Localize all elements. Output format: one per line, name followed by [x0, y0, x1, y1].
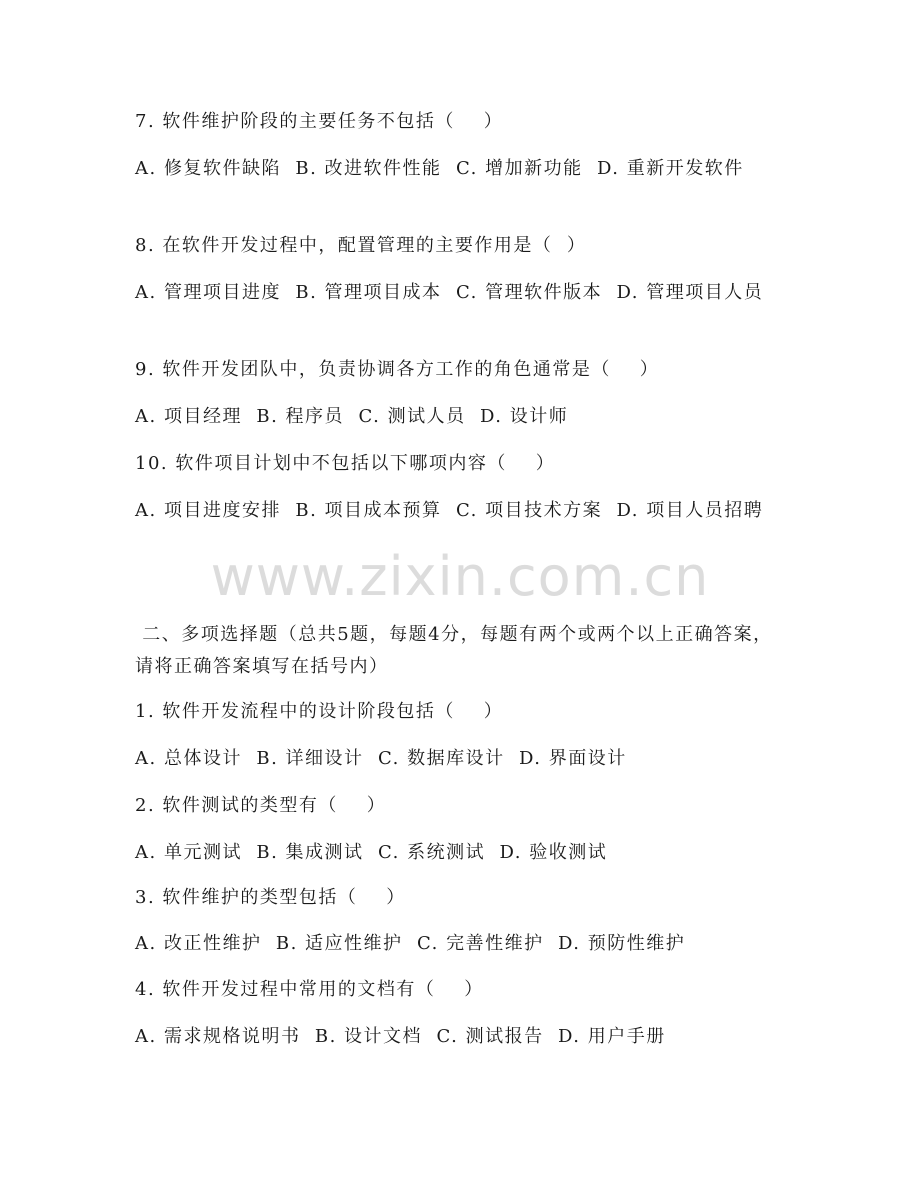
question-stem-8: 8. 在软件开发过程中，配置管理的主要作用是（ ）	[135, 235, 587, 256]
section-heading: 二、多项选择题（总共5题，每题4分，每题有两个或两个以上正确答案，请将正确答案填写在括号内）	[135, 624, 773, 677]
multi-question-stem-4: 4. 软件开发过程中常用的文档有（ ）	[135, 979, 484, 1000]
question-options-7: A. 修复软件缺陷 B. 改进软件性能 C. 增加新功能 D. 重新开发软件	[135, 158, 744, 179]
question-options-9: A. 项目经理 B. 程序员 C. 测试人员 D. 设计师	[135, 406, 569, 427]
multi-question-options-3: A. 改正性维护 B. 适应性维护 C. 完善性维护 D. 预防性维护	[135, 933, 686, 954]
question-stem-7: 7. 软件维护阶段的主要任务不包括（ ）	[135, 111, 504, 132]
watermark: www.zixin.com.cn	[210, 545, 710, 608]
multi-question-options-1: A. 总体设计 B. 详细设计 C. 数据库设计 D. 界面设计	[135, 748, 627, 769]
question-options-10: A. 项目进度安排 B. 项目成本预算 C. 项目技术方案 D. 项目人员招聘	[135, 500, 764, 521]
multi-question-stem-1: 1. 软件开发流程中的设计阶段包括（ ）	[135, 701, 504, 722]
multi-question-options-4: A. 需求规格说明书 B. 设计文档 C. 测试报告 D. 用户手册	[135, 1026, 666, 1047]
question-stem-9: 9. 软件开发团队中，负责协调各方工作的角色通常是（ ）	[135, 359, 660, 380]
multi-question-stem-2: 2. 软件测试的类型有（ ）	[135, 795, 387, 816]
multi-question-stem-3: 3. 软件维护的类型包括（ ）	[135, 887, 406, 908]
question-options-8: A. 管理项目进度 B. 管理项目成本 C. 管理软件版本 D. 管理项目人员	[135, 282, 764, 303]
question-stem-10: 10. 软件项目计划中不包括以下哪项内容（ ）	[135, 453, 556, 474]
multi-question-options-2: A. 单元测试 B. 集成测试 C. 系统测试 D. 验收测试	[135, 842, 608, 863]
